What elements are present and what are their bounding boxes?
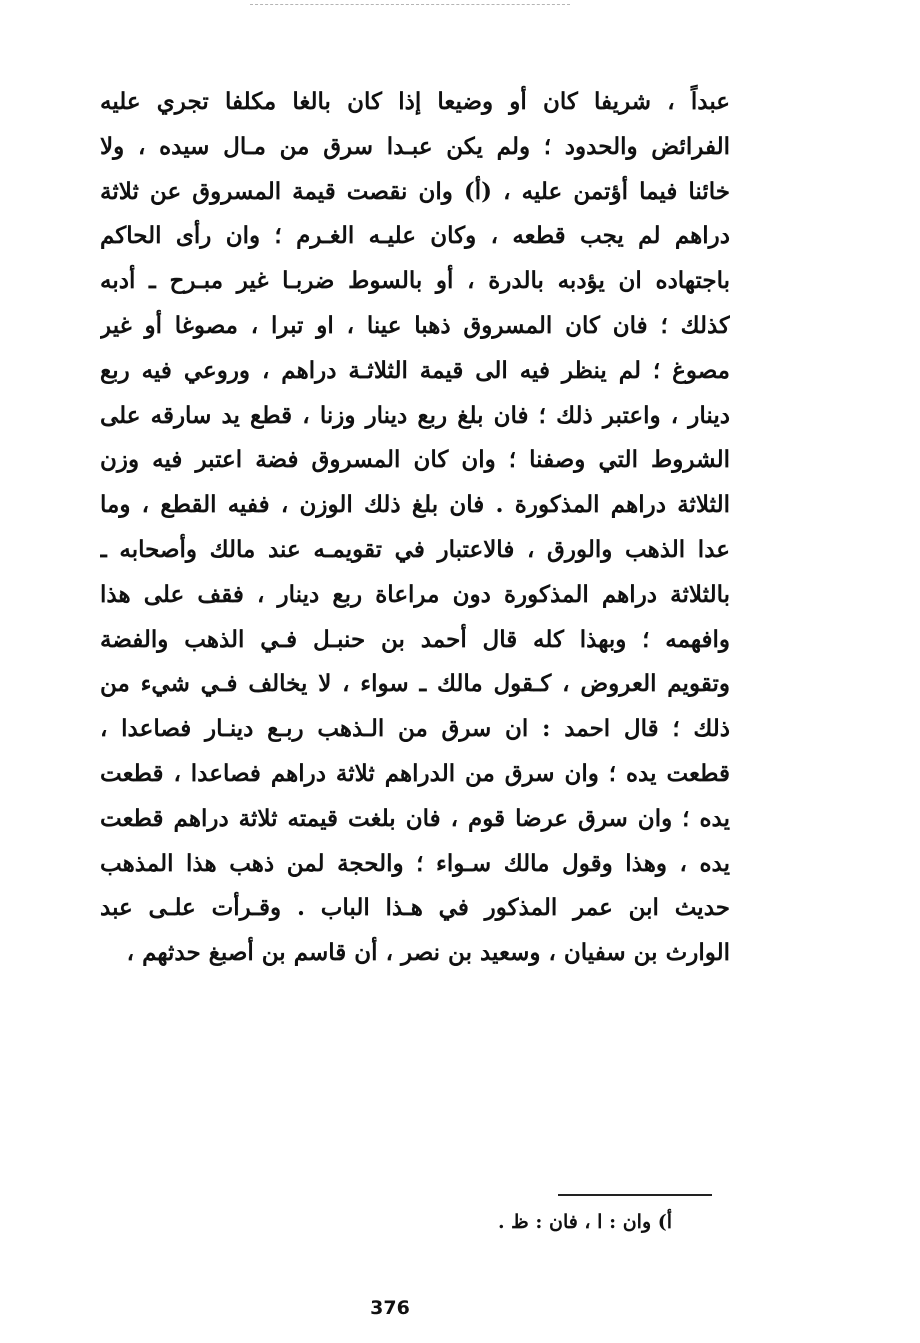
body-line: قطعت يده ؛ وان سرق من الدراهم ثلاثة دراهم فصاعدا ، قطعت <box>100 759 730 787</box>
footnote-separator <box>558 1194 712 1196</box>
body-line: عدا الذهب والورق ، فالاعتبار في تقويمـه عند مالك وأصحابه ـ <box>100 535 730 563</box>
body-line: حديث ابن عمر المذكور في هـذا الباب . وقـرأت علـى عبد <box>100 894 730 922</box>
body-line: بالثلاثة دراهم المذكورة دون مراعاة ربع دينار ، فقف على هذا <box>100 580 730 608</box>
body-line: كذلك ؛ فان كان المسروق ذهبا عينا ، او تبرا ، مصوغا أو غير <box>100 311 730 339</box>
page-number: 376 <box>370 1297 410 1319</box>
body-line: دينار ، واعتبر ذلك ؛ فان بلغ ربع دينار وزنا ، قطع يد سارقه على <box>100 401 730 429</box>
body-line: يده ؛ وان سرق عرضا قوم ، فان بلغت قيمته ثلاثة دراهم قطعت <box>100 804 730 832</box>
body-line-last: الوارث بن سفيان ، وسعيد بن نصر ، أن قاسم بن أصبغ حدثهم ، <box>126 939 730 967</box>
body-line: خائنا فيما أؤتمن عليه ، (أ) وان نقصت قيمة المسروق عن ثلاثة <box>100 177 730 205</box>
body-line: يده ، وهذا وقول مالك سـواء ؛ والحجة لمن ذهب هذا المذهب <box>100 849 730 877</box>
body-line: عبداً ، شريفا كان أو وضيعا إذا كان بالغا مكلفا تجري عليه <box>100 88 730 115</box>
body-line: الشروط التي وصفنا ؛ وان كان المسروق فضة اعتبر فيه وزن <box>100 446 730 474</box>
body-line: وافهمه ؛ وبهذا كله قال أحمد بن حنبـل فـي الذهب والفضة <box>100 625 730 653</box>
body-line: وتقويم العروض ، كـقول مالك ـ سواء ، لا يخالف فـي شيء من <box>100 670 730 698</box>
body-line: ذلك ؛ قال احمد : ان سرق من الـذهب ربـع دينـار فصاعدا ، <box>100 715 730 743</box>
body-line: دراهم لم يجب قطعه ، وكان عليـه الغـرم ؛ وان رأى الحاكم <box>100 222 730 250</box>
body-line: مصوغ ؛ لم ينظر فيه الى قيمة الثلاثـة دراهم ، وروعي فيه ربع <box>100 356 730 384</box>
footnote: أ) وان : ا ، فان : ظ . <box>497 1211 672 1233</box>
body-line: الثلاثة دراهم المذكورة . فان بلغ ذلك الوزن ، ففيه القطع ، وما <box>100 491 730 519</box>
body-line: الفرائض والحدود ؛ ولم يكن عبـدا سرق من مـال سيده ، ولا <box>100 132 730 160</box>
main-text-block <box>100 80 730 976</box>
body-line: باجتهاده ان يؤدبه بالدرة ، أو بالسوط ضربـا غير مبـرح ـ أدبه <box>100 267 730 295</box>
top-edge-rule <box>250 4 570 8</box>
